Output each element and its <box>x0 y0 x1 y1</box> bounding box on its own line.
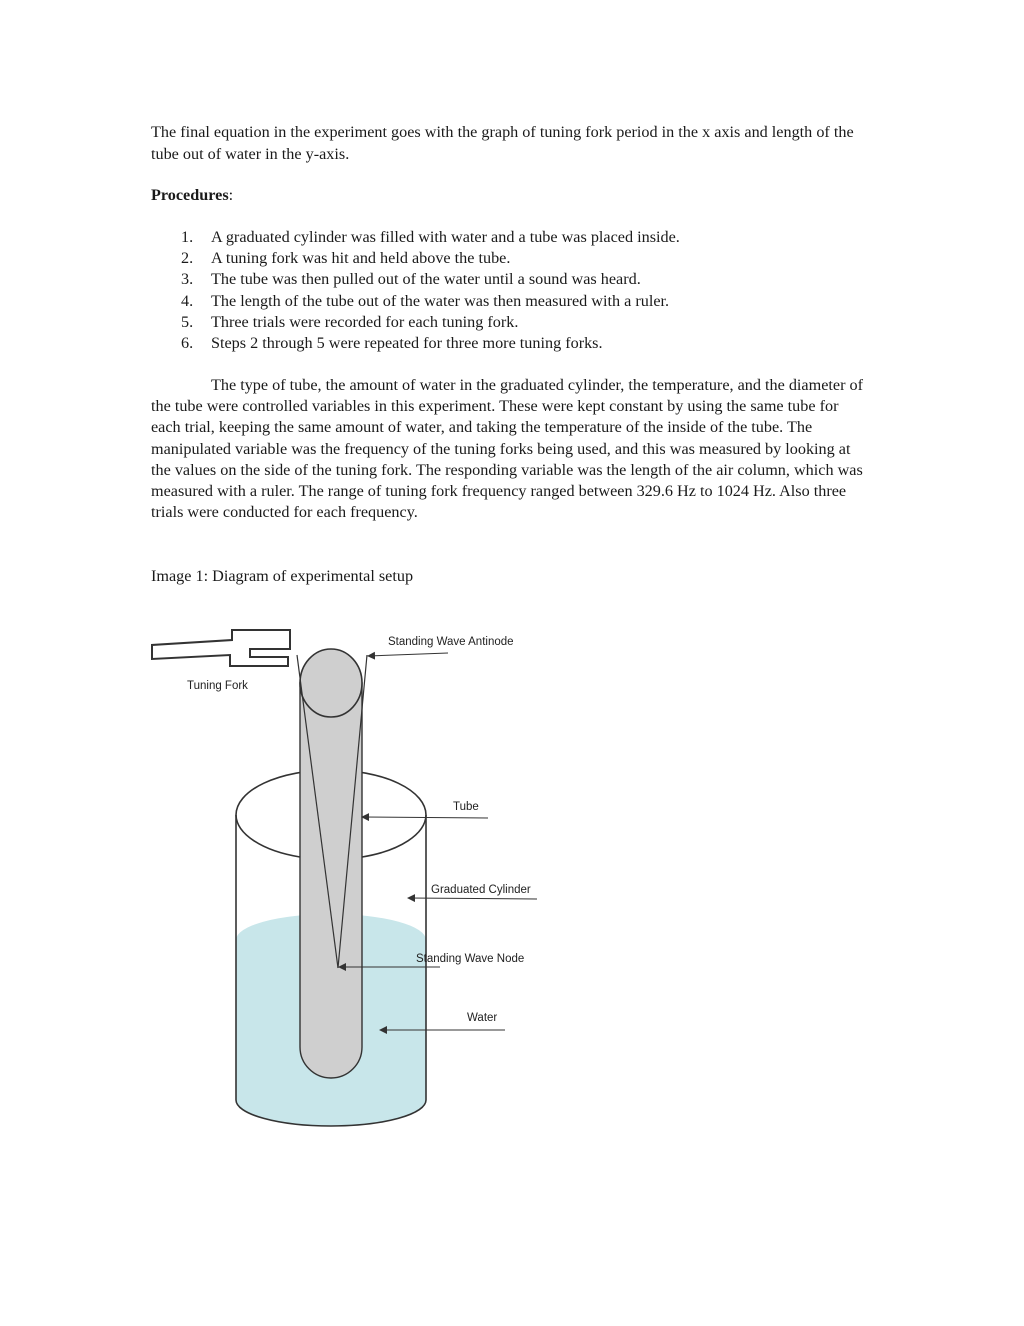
procedures-heading-label: Procedures <box>151 186 229 204</box>
procedures-heading <box>151 185 233 206</box>
node-label: Standing Wave Node <box>416 953 525 965</box>
list-item <box>151 248 871 269</box>
tuning-fork-label: Tuning Fork <box>187 680 248 692</box>
tube-label: Tube <box>453 801 479 813</box>
step-text: Steps 2 through 5 were repeated for three more tuning forks. <box>211 334 603 353</box>
water-label: Water <box>467 1012 498 1024</box>
step-text: The tube was then pulled out of the water until a sound was heard. <box>211 270 641 289</box>
procedures-heading-colon: : <box>228 186 234 204</box>
antinode-arrow <box>368 653 448 656</box>
tube-top-opening <box>300 649 362 717</box>
antinode-label: Standing Wave Antinode <box>388 636 514 648</box>
intro-paragraph: The final equation in the experiment goes with the graph of tuning fork period in the x axis and length of the tube out of water in the y-axis. <box>151 123 854 163</box>
image-caption: Image 1: Diagram of experimental setup <box>151 567 414 585</box>
procedure-steps <box>151 227 871 354</box>
cylinder-label: Graduated Cylinder <box>431 884 531 896</box>
list-item <box>151 312 871 333</box>
step-number: 2. <box>181 249 194 268</box>
list-item <box>151 227 871 248</box>
step-text: Three trials were recorded for each tuning fork. <box>211 312 519 331</box>
list-item <box>151 291 871 312</box>
list-item <box>151 333 871 354</box>
step-text: A graduated cylinder was filled with water and a tube was placed inside. <box>211 228 680 246</box>
experimental-setup-diagram <box>140 615 560 1135</box>
step-text: The length of the tube out of the water was then measured with a ruler. <box>211 291 670 310</box>
step-number: 4. <box>181 291 194 310</box>
tube <box>300 683 362 1078</box>
tuning-fork <box>152 630 290 666</box>
tube-arrow <box>362 817 488 818</box>
step-number: 3. <box>181 270 194 289</box>
list-item <box>151 269 871 290</box>
step-text: A tuning fork was hit and held above the tube. <box>211 249 511 268</box>
step-number: 5. <box>181 312 194 331</box>
cylinder-arrow <box>408 898 537 899</box>
step-number: 6. <box>181 334 194 353</box>
variables-paragraph: The type of tube, the amount of water in the graduated cylinder, the temperature, and the diameter of the tube were controlled variables in this experiment. These were kept constant by using the same tube for each trial, keeping the same amount of water, and taking the temperature of the inside of the tube. The manipulated variable was the frequency of the tuning forks being used, and this was measured by looking at the values on the side of the tuning fork. The responding variable was the length of the air column, which was measured with a ruler. The range of tuning fork frequency ranged between 329.6 Hz to 1024 Hz. Also three trials were conducted for each frequency. <box>151 376 863 522</box>
step-number: 1. <box>181 228 194 246</box>
